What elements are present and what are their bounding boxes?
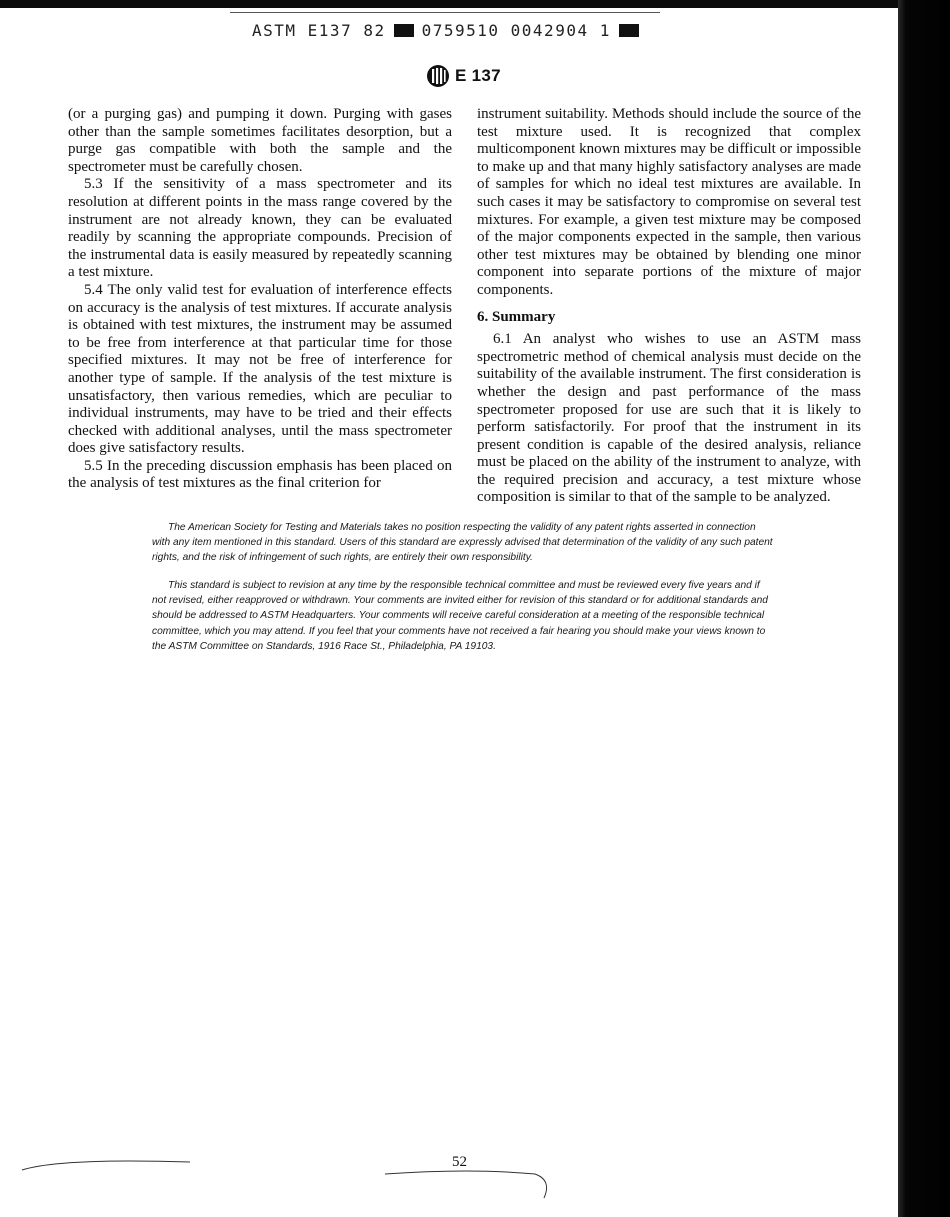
left-column [68, 106, 452, 493]
paragraph-6-1: 6.1 An analyst who wishes to use an ASTM mass spectrometric method of chemical analysis must decide on the suitability of the available instrument. The first consideration is whether the design and past performance of the mass spectrometer proposed for use are such that it is likely to perform satisfactorily. For proof that the instrument in its present condition is capable of the desired analysis, reliance must be placed on the ability of the instrument to analyze, with the required precision and accuracy, a test mixture whose composition is similar to that of the sample to be analyzed. [477, 331, 861, 506]
scan-code-left: ASTM E137 82 [252, 21, 386, 40]
revision-notice-text: This standard is subject to revision at any time by the responsible technical committee and must be reviewed every five years and if not revised, either reapproved or withdrawn. Your comments are invited either for revision of this standard or for additional standards and should be addressed to ASTM Headquarters. Your comments will receive careful consideration at a meeting of the responsible technical committee, which you may attend. If you feel that your comments have not received a fair hearing you should make your views known to the ASTM Committee on Standards, 1916 Race St., Philadelphia, PA 19103. [152, 580, 768, 652]
paragraph-continuation-right: instrument suitability. Methods should include the source of the test mixture used. It is recognized that complex multicomponent known mixtures may be difficult or impossible to make up and that many highly satisfactory analyses are made of samples for which no ideal test mixtures are available. In such cases it may be satisfactory to compromise on several test mixtures. For example, a given test mixture may be composed of the major components expected in the sample, then various other test mixtures may be obtained by blending one minor component into separate portions of the mixture of major components. [477, 106, 861, 298]
scan-code-right: 0759510 0042904 1 [421, 21, 611, 40]
paragraph-5-3: 5.3 If the sensitivity of a mass spectrometer and its resolution at different points in the mass range covered by the instrument are not already known, they can be evaluated readily by scanning the appropriate compounds. Precision of the instrumental data is easily measured by repeatedly scanning a test mixture. [68, 176, 452, 281]
scan-block-mark [394, 24, 414, 37]
scan-top-border [0, 0, 950, 8]
scan-right-border [898, 0, 950, 1217]
footer-scan-curve [0, 1150, 600, 1210]
paragraph-5-4: 5.4 The only valid test for evaluation of interference effects on accuracy is the analysis of test mixtures. If accurate analysis is obtained with test mixtures, the instrument may be assumed to be free from interference at that particular time for those specified mixtures. It may not be free of interference for another type of sample. If the analysis of the test mixture is unsatisfactory, then various remedies, which are peculiar to individual instruments, may have to be tried and their effects checked with additional analyses, until the mass spectrometer does give satisfactory results. [68, 281, 452, 457]
revision-notice [152, 578, 776, 654]
patent-notice [152, 520, 776, 566]
scan-block-mark [619, 24, 639, 37]
right-column [477, 106, 861, 507]
paragraph-continuation: (or a purging gas) and pumping it down. Purging with gases other than the sample sometimes facilitates desorption, but a purge gas compatible with both the sample and the spectrometer must be carefully chosen. [68, 106, 452, 175]
astm-logo-icon [426, 64, 450, 88]
patent-notice-text: The American Society for Testing and Materials takes no position respecting the validity of any patent rights asserted in connection with any item mentioned in this standard. Users of this standard are expressly advised that determination of the validity of any such patent rights, and the risk of infringement of such rights, are entirely their own responsibility. [152, 522, 773, 564]
standard-header [426, 64, 501, 88]
paragraph-5-5: 5.5 In the preceding discussion emphasis has been placed on the analysis of test mixtures as the final criterion for [68, 457, 452, 492]
section-heading-summary: 6. Summary [477, 308, 556, 325]
scan-code-strip [252, 21, 647, 40]
scan-header-rule [230, 12, 660, 13]
standard-designation: E 137 [455, 66, 501, 85]
page-number: 52 [452, 1154, 467, 1170]
